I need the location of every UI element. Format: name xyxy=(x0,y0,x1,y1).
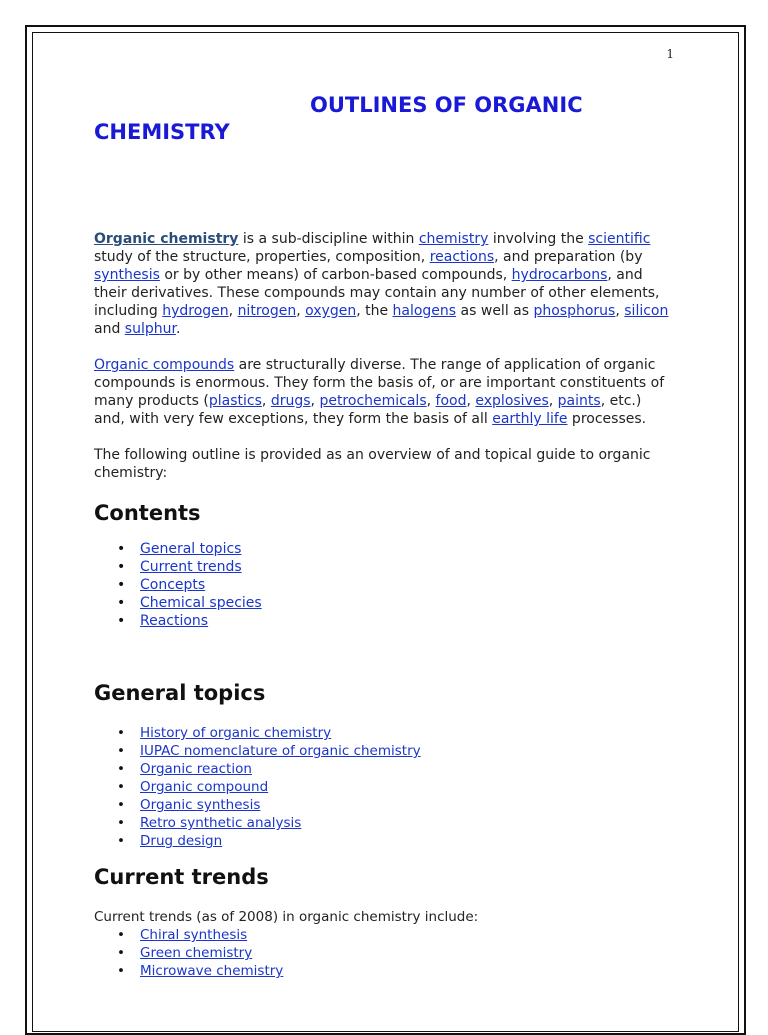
link-scientific[interactable]: scientific xyxy=(588,231,651,247)
contents-link-general-topics[interactable]: General topics xyxy=(140,541,242,557)
list-item xyxy=(140,962,674,980)
general-topics-list xyxy=(140,724,674,850)
link-organic-synthesis[interactable]: Organic synthesis xyxy=(140,797,261,813)
list-item xyxy=(140,576,674,594)
link-nitrogen[interactable]: nitrogen xyxy=(237,303,297,319)
list-item xyxy=(140,558,674,576)
link-plastics[interactable]: plastics xyxy=(208,393,262,409)
link-phosphorus[interactable]: phosphorus xyxy=(533,303,616,319)
contents-link-reactions[interactable]: Reactions xyxy=(140,613,209,629)
link-iupac-nomenclature[interactable]: IUPAC nomenclature of organic chemistry xyxy=(140,743,421,759)
link-explosives[interactable]: explosives xyxy=(475,393,549,409)
intro-paragraph: Organic chemistry is a sub-discipline within chemistry involving the scientific study of the structure, properties, composition, reactions, and preparation (by synthesis or by other means) of carbon-based compounds, hydrocarbons, and their derivatives. These compounds may contain any number of other elements, including hydrogen, nitrogen, oxygen, the halogens as well as phosphorus, silicon and sulphur. xyxy=(94,231,669,337)
link-organic-chemistry[interactable]: Organic chemistry xyxy=(94,231,239,247)
list-item xyxy=(140,926,674,944)
list-item xyxy=(140,612,674,630)
list-item xyxy=(140,832,674,850)
document-body xyxy=(94,92,674,980)
link-silicon[interactable]: silicon xyxy=(624,303,669,319)
contents-heading: Contents xyxy=(94,501,201,525)
link-oxygen[interactable]: oxygen xyxy=(305,303,357,319)
link-earthly-life[interactable]: earthly life xyxy=(492,411,568,427)
link-organic-compounds[interactable]: Organic compounds xyxy=(94,357,235,373)
link-hydrogen[interactable]: hydrogen xyxy=(162,303,229,319)
document-title: OUTLINES OF ORGANIC CHEMISTRY xyxy=(94,93,583,144)
contents-link-chemical-species[interactable]: Chemical species xyxy=(140,595,262,611)
list-item xyxy=(140,760,674,778)
list-item xyxy=(140,944,674,962)
link-hydrocarbons[interactable]: hydrocarbons xyxy=(511,267,608,283)
page-number: 1 xyxy=(666,47,674,61)
contents-link-concepts[interactable]: Concepts xyxy=(140,577,206,593)
link-green-chemistry[interactable]: Green chemistry xyxy=(140,945,253,961)
link-microwave-chemistry[interactable]: Microwave chemistry xyxy=(140,963,284,979)
link-drug-design[interactable]: Drug design xyxy=(140,833,223,849)
link-synthesis[interactable]: synthesis xyxy=(94,267,160,283)
current-trends-intro: Current trends (as of 2008) in organic chemistry include: xyxy=(94,909,479,925)
list-item xyxy=(140,724,674,742)
list-item xyxy=(140,778,674,796)
outline-intro-paragraph: The following outline is provided as an overview of and topical guide to organic chemistry: xyxy=(94,447,651,481)
contents-link-current-trends[interactable]: Current trends xyxy=(140,559,242,575)
list-item xyxy=(140,796,674,814)
link-halogens[interactable]: halogens xyxy=(392,303,457,319)
compounds-paragraph: Organic compounds are structurally diverse. The range of application of organic compounds is enormous. They form the basis of, or are important constituents of many products (plastics, drugs, petrochemicals, food, explosives, paints, etc.) and, with very few exceptions, they form the basis of all earthly life processes. xyxy=(94,357,665,427)
general-topics-heading: General topics xyxy=(94,681,266,705)
link-chiral-synthesis[interactable]: Chiral synthesis xyxy=(140,927,248,943)
link-organic-compound[interactable]: Organic compound xyxy=(140,779,269,795)
link-paints[interactable]: paints xyxy=(557,393,601,409)
list-item xyxy=(140,814,674,832)
link-drugs[interactable]: drugs xyxy=(270,393,311,409)
list-item xyxy=(140,540,674,558)
link-retro-synthetic-analysis[interactable]: Retro synthetic analysis xyxy=(140,815,302,831)
link-chemistry[interactable]: chemistry xyxy=(418,231,489,247)
link-history-of-organic-chemistry[interactable]: History of organic chemistry xyxy=(140,725,332,741)
current-trends-heading: Current trends xyxy=(94,865,269,889)
link-sulphur[interactable]: sulphur xyxy=(124,321,176,337)
list-item xyxy=(140,742,674,760)
link-reactions[interactable]: reactions xyxy=(429,249,495,265)
current-trends-list xyxy=(140,926,674,980)
link-food[interactable]: food xyxy=(435,393,467,409)
list-item xyxy=(140,594,674,612)
contents-list xyxy=(140,540,674,630)
link-organic-reaction[interactable]: Organic reaction xyxy=(140,761,252,777)
link-petrochemicals[interactable]: petrochemicals xyxy=(319,393,427,409)
